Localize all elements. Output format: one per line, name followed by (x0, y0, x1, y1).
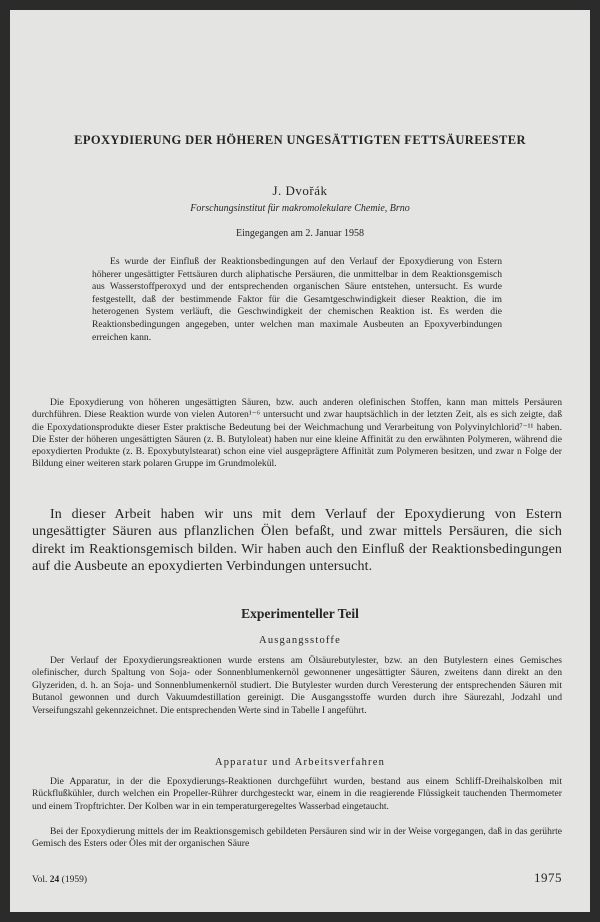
abstract: Es wurde der Einfluß der Reaktionsbedingungen auf den Verlauf der Epoxydierung von Estern höherer ungesättigter Fettsäuren durch aliphatische Persäuren, die unmittelbar in dem Reaktionsgemisch aus Wasserstoffperoxyd und der entsprechenden organischen Säure entstehen, untersucht. Es wurde festgestellt, daß der bestimmende Faktor für die Gesamtgeschwindigkeit dieser Reaktion, die im heterogenen System verläuft, die Geschwindigkeit der chemischen Reaktion ist. Es werden die Reaktionsbedingungen angegeben, unter welchen man maximale Ausbeuten an Epoxyverbindungen erreichen kann. (92, 256, 502, 343)
journal-page (10, 10, 590, 912)
subsection-heading-apparatus: Apparatur und Arbeitsverfahren (214, 757, 386, 768)
section-heading-experimental: Experimenteller Teil (241, 606, 359, 621)
apparatus-paragraph: Die Apparatur, in der die Epoxydierungs-Reaktionen durchgeführt wurden, bestand aus einem Schliff-Dreihalskolben mit Rückflußkühler, durch welchen ein Propeller-Rührer durchgesteckt war, einem in die reagierende Flüssigkeit tauchenden Thermometer und einem Tropftrichter. Der Kolben war in ein temperaturgeregeltes Wasserbad eingetaucht. (32, 776, 562, 812)
article-title: EPOXYDIERUNG DER HÖHEREN UNGESÄTTIGTEN FETTSÄUREESTER (74, 133, 526, 147)
procedure-paragraph: Bei der Epoxydierung mittels der im Reaktionsgemisch gebildeten Persäuren sind wir in der Weise vorgegangen, daß in das gerührte Gemisch des Esters oder Öles mit der organischen Säure (32, 826, 562, 850)
page-number: 1975 (534, 870, 562, 885)
subsection-heading-materials: Ausgangsstoffe (259, 635, 341, 646)
journal-volume (32, 875, 87, 885)
introduction-paragraph: Die Epoxydierung von höheren ungesättigten Säuren, bzw. auch anderen olefinischen Stoffen, kann man mittels Persäuren durchführen. Diese Reaktion wurde von vielen Autoren¹⁻⁶ untersucht und zwar hauptsächlich in der letzten Zeit, als es sich zeigte, daß die Epoxydationsprodukte dieser Ester praktische Bedeutung bei der Weichmachung und Verarbeitung von Polyvinylchlorid⁷⁻¹¹ haben. Die Ester der höheren ungesättigten Säuren (z. B. Butyloleat) haben nur eine kleine Affinität zu den erwähnten Polymeren, während die epoxydierten Produkte (z. B. Epoxybutylstearat) schon eine viel ausgeprägtere Affinität zum Polymeren besitzen, und zwar n Folge der Bildung einer weiteren stark polaren Gruppe im Grundmolekül. (32, 397, 562, 470)
received-date: Eingegangen am 2. Januar 1958 (235, 228, 365, 239)
aim-paragraph: In dieser Arbeit haben wir uns mit dem Verlauf der Epoxydierung von Estern ungesättigter Säuren aus pflanzlichen Ölen befaßt, und zwar mittels Persäuren, die sich direkt im Reaktionsgemisch bilden. Wir haben auch den Einfluß der Reaktionsbedingungen auf die Ausbeute an epoxydierten Verbindungen untersucht. (32, 507, 562, 575)
volume-label: Vol. (32, 875, 48, 885)
volume-year: (1959) (61, 875, 87, 885)
materials-paragraph: Der Verlauf der Epoxydierungsreaktionen wurde erstens am Ölsäurebutylester, bzw. an den Butylestern eines Gemisches olefinischer, durch Spaltung von Soja- oder Sonnenblumenkernöl gewonnener ungesättigter Säuren, zweitens dann direkt an den Glyzeriden, d. h. an Soja- und Sonnenblumenkernöl studiert. Die Butylester wurden durch Veresterung der entsprechenden Säuren mit Butanol gewonnen und durch Vakuumdestillation gereinigt. Die Ausgangsstoffe wurden durch ihre Säurezahl, Jodzahl und Verseifungszahl gekennzeichnet. Die entsprechenden Werte sind in Tabelle I angeführt. (32, 655, 562, 716)
author-affiliation: Forschungsinstitut für makromolekulare Chemie, Brno (190, 203, 410, 214)
volume-number: 24 (49, 875, 60, 885)
author-name: J. Dvořák (272, 183, 328, 198)
